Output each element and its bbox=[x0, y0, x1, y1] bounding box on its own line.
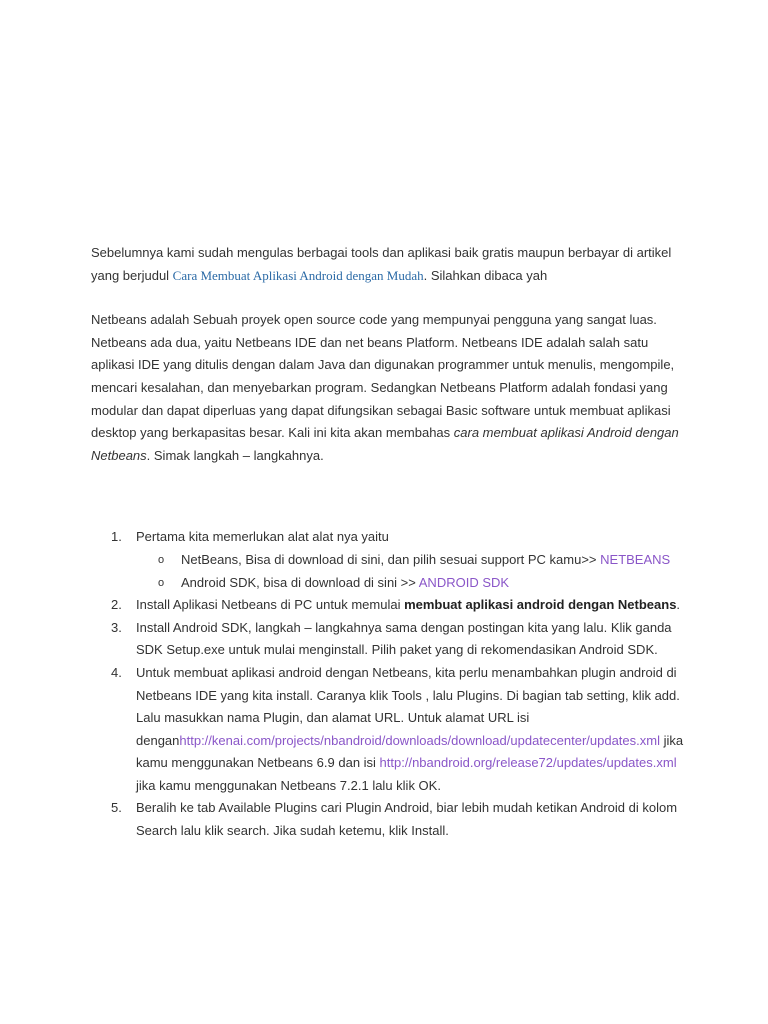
step-1-sublist bbox=[136, 549, 691, 594]
step-text: Install Android SDK, langkah – langkahnya sama dengan postingan kita yang lalu. Klik ganda SDK Setup.exe untuk mulai menginstall. Pilih paket yang di rekomendasikan Android SDK. bbox=[136, 619, 672, 658]
netbeans-text: Netbeans adalah Sebuah proyek open source code yang mempunyai pengguna yang sangat luas. Netbeans ada dua, yaitu Netbeans IDE dan net beans Platform. Netbeans IDE adalah salah satu aplikasi IDE yang ditulis dengan dalam Java dan digunakan programmer untuk menulis, mengompile, mencari kesalahan, dan menyebarkan program. Sedangkan Netbeans Platform adalah fondasi yang modular dan dapat diperluas yang dapat difungsikan sebagai Basic software untuk membuat aplikasi desktop yang berkapasitas besar. Kali ini kita akan membahas bbox=[91, 312, 675, 441]
article-link[interactable]: Cara Membuat Aplikasi Android dengan Mudah bbox=[172, 267, 424, 283]
step-text: Beralih ke tab Available Plugins cari Plugin Android, biar lebih mudah ketikan Android di kolom Search lalu klik search. Jika sudah ketemu, klik Install. bbox=[136, 800, 678, 839]
step-3 bbox=[91, 617, 691, 662]
bullet-icon: o bbox=[158, 576, 165, 589]
step-number: 3. bbox=[111, 619, 122, 635]
step-number: 2. bbox=[111, 597, 122, 613]
intro-paragraph bbox=[91, 242, 691, 287]
step-2 bbox=[91, 594, 691, 617]
netbeans-download-link[interactable]: NETBEANS bbox=[600, 551, 671, 567]
step-text: Untuk membuat aplikasi android dengan Netbeans, kita perlu menambahkan plugin android di Netbeans IDE yang kita install. Caranya klik Tools , lalu Plugins. Di bagian tab setting, klik add. Lalu masukkan nama Plugin, dan alamat URL. Untuk alamat URL isi dengan bbox=[136, 664, 680, 748]
step-bold-text: membuat aplikasi android dengan Netbeans bbox=[404, 597, 677, 613]
sub-item-text: Android SDK, bisa di download di sini >> bbox=[181, 574, 419, 590]
step-1 bbox=[91, 526, 691, 594]
sub-item-netbeans bbox=[136, 549, 691, 572]
step-text-end: . bbox=[676, 597, 681, 613]
netbeans-text-end: . Simak langkah – langkahnya. bbox=[146, 447, 324, 463]
step-text-end: jika kamu menggunakan Netbeans 7.2.1 lalu klik OK. bbox=[136, 777, 441, 793]
step-text: Pertama kita memerlukan alat alat nya yaitu bbox=[136, 529, 389, 545]
netbeans-italic: cara membuat aplikasi Android dengan Netbeans bbox=[91, 425, 679, 463]
step-4 bbox=[91, 662, 691, 798]
step-5 bbox=[91, 797, 691, 842]
sub-item-android-sdk bbox=[136, 572, 691, 595]
intro-text-end: . Silahkan dibaca yah bbox=[423, 267, 548, 283]
sub-item-text: NetBeans, Bisa di download di sini, dan pilih sesuai support PC kamu>> bbox=[181, 551, 601, 567]
step-number: 1. bbox=[111, 529, 122, 545]
kenai-update-url-link[interactable]: http://kenai.com/projects/nbandroid/downloads/download/updatecenter/updates.xml bbox=[179, 732, 660, 748]
nbandroid-update-url-link[interactable]: http://nbandroid.org/release72/updates/updates.xml bbox=[379, 755, 677, 771]
intro-text: Sebelumnya kami sudah mengulas berbagai tools dan aplikasi baik gratis maupun berbayar di artikel yang berjudul bbox=[91, 245, 672, 283]
netbeans-paragraph bbox=[91, 309, 691, 467]
step-number: 5. bbox=[111, 800, 122, 816]
android-sdk-download-link[interactable]: ANDROID SDK bbox=[418, 574, 510, 590]
step-text-middle: jika kamu menggunakan Netbeans 6.9 dan isi bbox=[136, 732, 684, 771]
steps-list bbox=[91, 526, 691, 842]
document-body bbox=[91, 242, 691, 843]
step-number: 4. bbox=[111, 664, 122, 680]
bullet-icon: o bbox=[158, 553, 165, 566]
step-text: Install Aplikasi Netbeans di PC untuk memulai bbox=[136, 597, 405, 613]
